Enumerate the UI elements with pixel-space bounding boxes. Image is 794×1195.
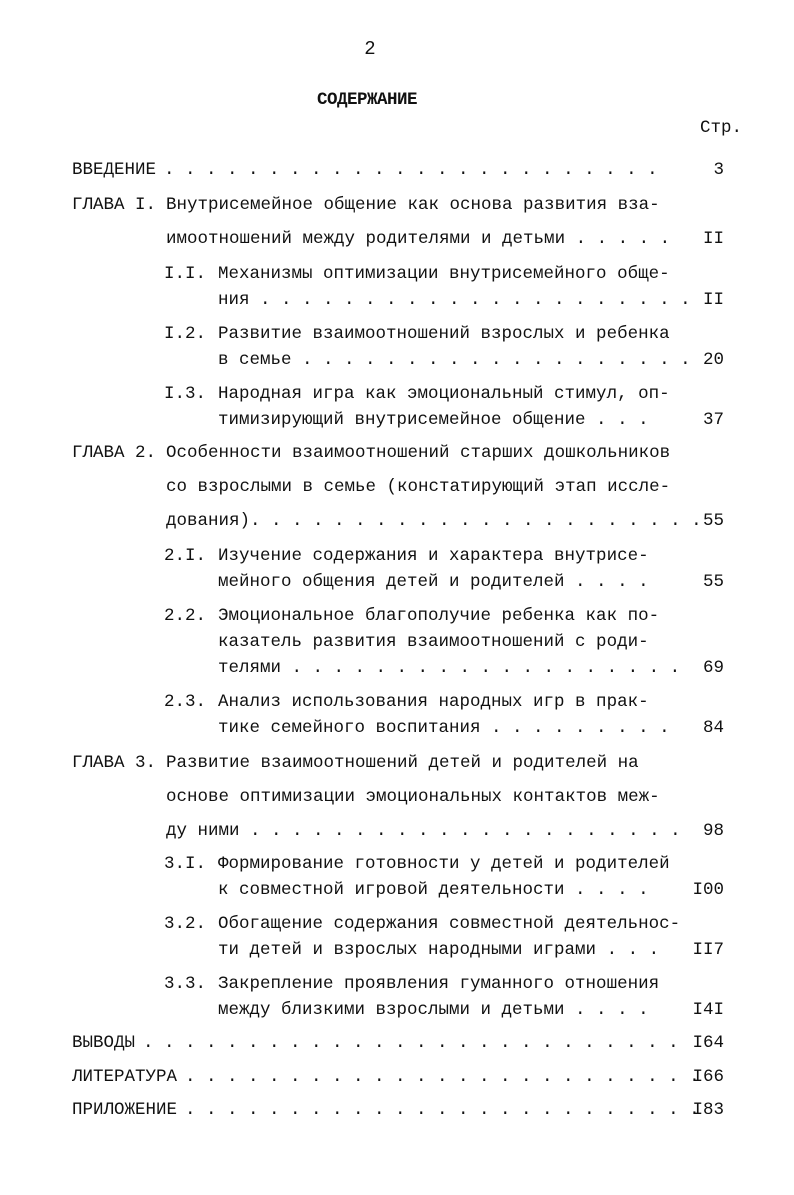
toc-entry-text: к совместной игровой деятельности . . . .: [218, 880, 649, 900]
toc-entry-label: 3.3.: [164, 974, 207, 994]
toc-entry-text: тике семейного воспитания . . . . . . . . .: [218, 718, 670, 738]
toc-entry-text: Закрепление проявления гуманного отношения: [218, 974, 660, 994]
toc-entry-page: I00: [692, 880, 724, 900]
toc-entry-label: ЛИТЕРАТУРА: [72, 1067, 178, 1087]
toc-entry-label: ГЛАВА 2.: [72, 443, 157, 463]
toc-entry-page: 69: [702, 658, 724, 678]
toc-entry-text: ду ними . . . . . . . . . . . . . . . . . . . . .: [166, 821, 681, 841]
toc-entry-text: Обогащение содержания совместной деятельнос-: [218, 914, 681, 934]
toc-entry-page: II7: [692, 940, 724, 960]
toc-entry-text: Народная игра как эмоциональный стимул, оп-: [218, 384, 670, 404]
toc-entry-page: I4I: [692, 1000, 724, 1020]
toc-entry-page: 37: [702, 410, 724, 430]
toc-entry-label: I.3.: [164, 384, 207, 404]
toc-entry-text: Формирование готовности у детей и родителей: [218, 854, 670, 874]
toc-entry-label: 3.2.: [164, 914, 207, 934]
toc-entry-text: Развитие взаимоотношений детей и родителей на: [166, 753, 639, 773]
toc-entry-label: ВЫВОДЫ: [72, 1033, 136, 1053]
toc-entry-text: . . . . . . . . . . . . . . . . . . . . . . . . . .: [143, 1033, 679, 1053]
toc-entry-label: I.2.: [164, 324, 207, 344]
toc-entry-text: телями . . . . . . . . . . . . . . . . . . .: [218, 658, 681, 678]
toc-entry-page: I66: [692, 1067, 724, 1087]
toc-entry-page: II: [702, 290, 724, 310]
toc-entry-text: между близкими взрослыми и детьми . . . .: [218, 1000, 649, 1020]
toc-entry-label: I.I.: [164, 264, 207, 284]
toc-entry-label: 2.I.: [164, 546, 207, 566]
toc-entry-label: ГЛАВА 3.: [72, 753, 157, 773]
toc-entry-page: 84: [702, 718, 724, 738]
toc-entry-text: в семье . . . . . . . . . . . . . . . . . . .: [218, 350, 691, 370]
toc-entry-text: . . . . . . . . . . . . . . . . . . . . . . . . .: [185, 1067, 700, 1087]
toc-entry-text: ти детей и взрослых народными играми . . .: [218, 940, 660, 960]
toc-entry-label: 2.2.: [164, 606, 207, 626]
toc-entry-text: дования). . . . . . . . . . . . . . . . . . . . . .: [166, 511, 702, 531]
toc-entry-label: ВВЕДЕНИЕ: [72, 160, 157, 180]
toc-entry-text: . . . . . . . . . . . . . . . . . . . . . . . .: [164, 160, 658, 180]
page-column-label: Стр.: [699, 118, 742, 138]
toc-entry-page: 98: [702, 821, 724, 841]
toc-entry-text: Развитие взаимоотношений взрослых и ребенка: [218, 324, 670, 344]
toc-entry-page: I64: [692, 1033, 724, 1053]
page-number: 2: [364, 38, 376, 60]
toc-entry-text: ния . . . . . . . . . . . . . . . . . . . . .: [218, 290, 691, 310]
toc-entry-page: 20: [702, 350, 724, 370]
toc-entry-page: 55: [702, 511, 724, 531]
toc-entry-text: мейного общения детей и родителей . . . .: [218, 572, 649, 592]
toc-entry-text: Эмоциональное благополучие ребенка как по-: [218, 606, 660, 626]
toc-entry-text: . . . . . . . . . . . . . . . . . . . . . . . . .: [185, 1100, 700, 1120]
toc-entry-text: Особенности взаимоотношений старших дошкольников: [166, 443, 671, 463]
toc-entry-text: основе оптимизации эмоциональных контактов меж-: [166, 787, 660, 807]
toc-entry-text: Механизмы оптимизации внутрисемейного обще-: [218, 264, 670, 284]
toc-entry-label: 3.I.: [164, 854, 207, 874]
toc-entry-text: Изучение содержания и характера внутрисе-: [218, 546, 649, 566]
toc-entry-text: со взрослыми в семье (констатирующий этап иссле-: [166, 477, 671, 497]
toc-title: СОДЕРЖАНИЕ: [316, 90, 418, 110]
toc-entry-page: II: [702, 229, 724, 249]
toc-entry-text: Анализ использования народных игр в прак-: [218, 692, 649, 712]
toc-entry-text: Внутрисемейное общение как основа развития вза-: [166, 195, 660, 215]
toc-entry-label: 2.3.: [164, 692, 207, 712]
toc-entry-text: казатель развития взаимоотношений с роди-: [218, 632, 649, 652]
toc-entry-label: ПРИЛОЖЕНИЕ: [72, 1100, 178, 1120]
toc-entry-text: имоотношений между родителями и детьми . . . . .: [166, 229, 671, 249]
toc-entry-label: ГЛАВА I.: [72, 195, 157, 215]
toc-entry-text: тимизирующий внутрисемейное общение . . .: [218, 410, 649, 430]
toc-entry-page: I83: [692, 1100, 724, 1120]
toc-entry-page: 55: [702, 572, 724, 592]
toc-entry-page: 3: [713, 160, 724, 180]
